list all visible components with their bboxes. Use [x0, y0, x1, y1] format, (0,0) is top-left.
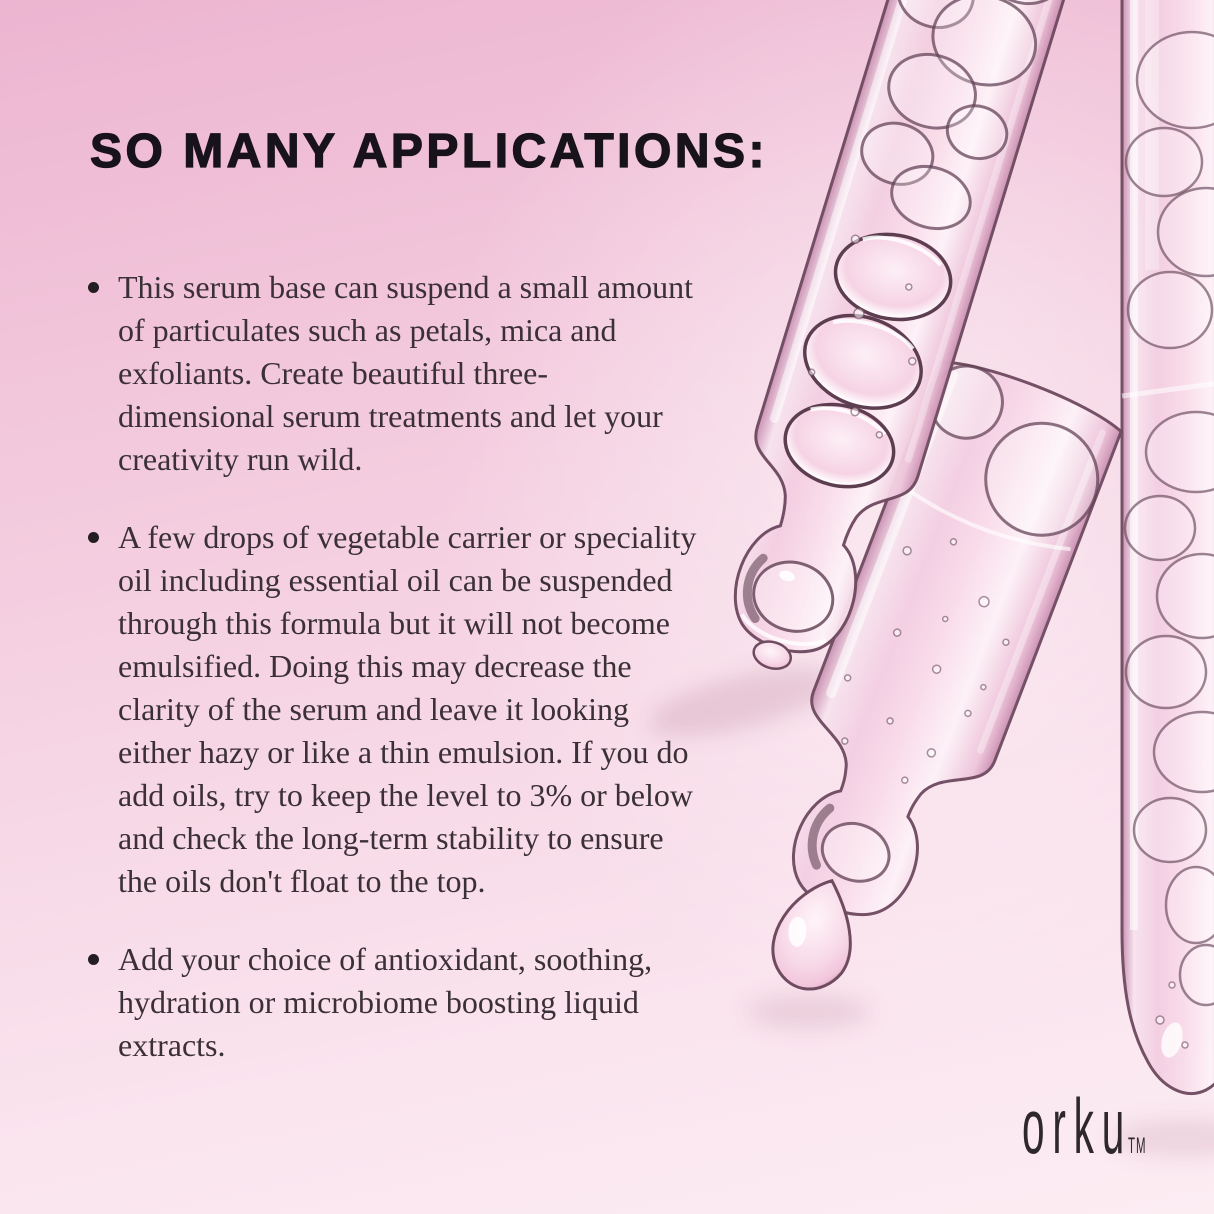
list-item-text: Add your choice of antioxidant, soothing, hydration or microbiome boosting liquid extracts.: [118, 941, 653, 1063]
brand-logo: [1022, 1082, 1147, 1170]
brand-logo-text: orku: [1022, 1082, 1133, 1170]
list-item: [86, 938, 700, 1067]
page-title: SO MANY APPLICATIONS:: [90, 125, 768, 178]
bullet-dot-icon: [88, 954, 99, 965]
bullet-dot-icon: [88, 532, 99, 543]
bullet-dot-icon: [88, 282, 99, 293]
list-item-text: A few drops of vegetable carrier or speciality oil including essential oil can be suspended through this formula but it will not become emulsified. Doing this may decrease the clarity of the serum and leave it looking either hazy or like a thin emulsion. If you do add oils, try to keep the level to 3% or below and check the long-term stability to ensure the oils don't float to the top.: [118, 519, 697, 899]
applications-list: [86, 266, 700, 1102]
pipette-right: [1122, 0, 1214, 1094]
trademark-symbol: TM: [1127, 1133, 1147, 1158]
list-item: [86, 266, 700, 481]
list-item: [86, 516, 700, 903]
list-item-text: This serum base can suspend a small amount of particulates such as petals, mica and exfoliants. Create beautiful three-dimensional serum treatments and let your creativity run wild.: [118, 269, 693, 477]
